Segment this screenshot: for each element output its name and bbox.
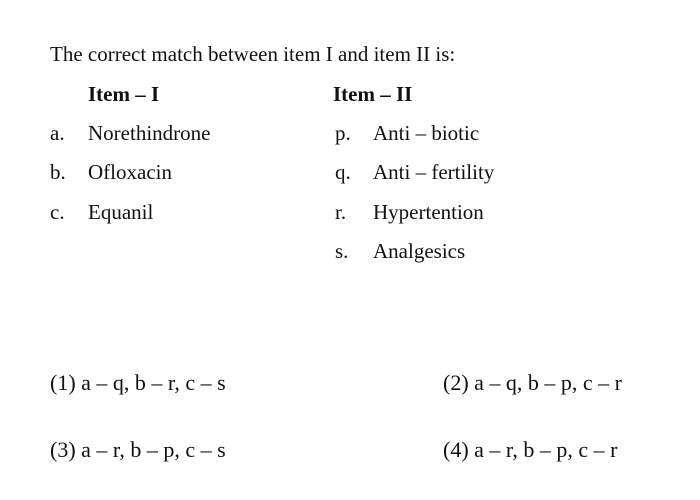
column-2-heading: Item – II bbox=[333, 82, 413, 106]
column-1-item bbox=[50, 200, 65, 225]
column-2-item-text: Hypertention bbox=[373, 200, 484, 224]
column-1-item-text: Equanil bbox=[88, 200, 154, 224]
column-2-item-text: Anti – fertility bbox=[373, 160, 495, 184]
item-marker: s. bbox=[335, 239, 349, 263]
item-marker: p. bbox=[335, 121, 351, 145]
column-2-item bbox=[335, 121, 351, 146]
item-marker: c. bbox=[50, 200, 65, 224]
answer-option-1[interactable]: (1) a – q, b – r, c – s bbox=[50, 370, 226, 395]
item-marker: r. bbox=[335, 200, 347, 224]
answer-option-3[interactable]: (3) a – r, b – p, c – s bbox=[50, 437, 226, 462]
answer-option-2[interactable]: (2) a – q, b – p, c – r bbox=[443, 370, 623, 395]
item-marker: a. bbox=[50, 121, 65, 145]
column-2-item-text: Anti – biotic bbox=[373, 121, 480, 145]
column-2-item bbox=[335, 160, 351, 185]
item-marker: q. bbox=[335, 160, 351, 184]
column-2-item-text: Analgesics bbox=[373, 239, 466, 263]
column-2-item bbox=[335, 200, 346, 225]
question-text: The correct match between item I and item II is: bbox=[50, 42, 456, 66]
column-1-item bbox=[50, 121, 65, 146]
column-1-item bbox=[50, 160, 66, 185]
column-1-item-text: Norethindrone bbox=[88, 121, 211, 145]
column-2-item bbox=[335, 239, 348, 264]
item-marker: b. bbox=[50, 160, 66, 184]
column-1-heading: Item – I bbox=[88, 82, 160, 106]
answer-option-4[interactable]: (4) a – r, b – p, c – r bbox=[443, 437, 618, 462]
column-1-item-text: Ofloxacin bbox=[88, 160, 172, 184]
